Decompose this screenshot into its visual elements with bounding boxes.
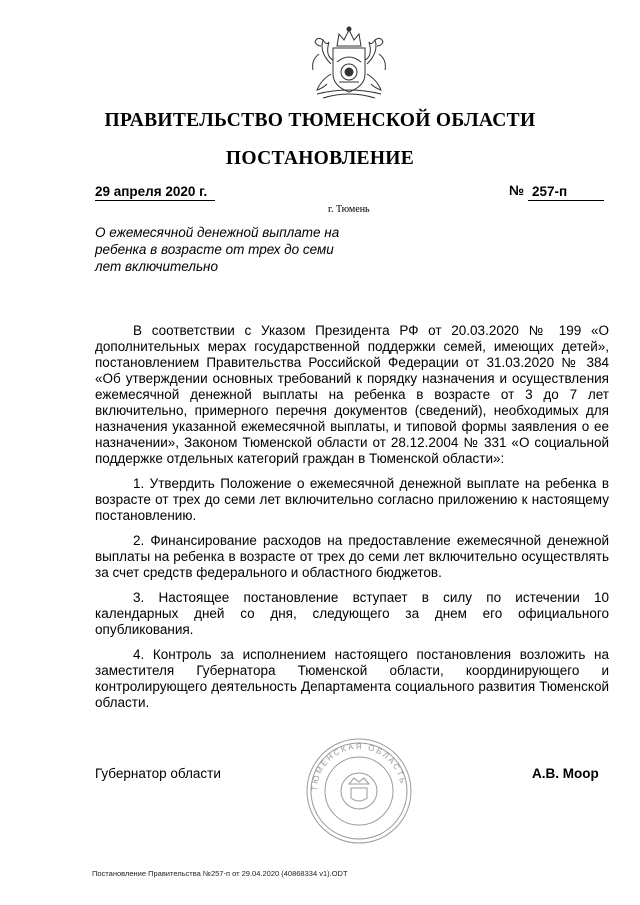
paragraph-preamble: В соответствии с Указом Президента РФ от 20.03.2020 № 199 «О дополнительных мерах государственной поддержки семей, имеющих детей», постановлением Правительства Российской Федерации от 31.03.2020 № 384 «Об утверждении основных требований к порядку назначения и осуществления ежемесячной денежной выплаты на ребенка в возрасте от 3 до 7 лет включительно, примерного перечня документов (сведений), необходимых для назначения указанной ежемесячной выплаты, и типовой формы заявления о ее назначении», Законом Тюменской области от 28.12.2004 № 331 «О социальной поддержке отдельных категорий граждан в Тюменской области»: bbox=[95, 323, 609, 466]
signatory-name: А.В. Моор bbox=[532, 766, 599, 781]
svg-text:ТЮМЕНСКАЯ ОБЛАСТЬ: ТЮМЕНСКАЯ ОБЛАСТЬ bbox=[309, 741, 408, 792]
paragraph-item-3: 3. Настоящее постановление вступает в силу по истечении 10 календарных дней со дня, следующего за днем его официального опубликования. bbox=[95, 590, 609, 637]
paragraph-item-2: 2. Финансирование расходов на предоставление ежемесячной денежной выплаты на ребенка в возрасте от трех до семи лет включительно осуществлять за счет средств федерального и областного бюджетов. bbox=[95, 533, 609, 580]
document-footer: Постановление Правительства №257-п от 29.04.2020 (40868334 v1).ODT bbox=[92, 869, 348, 878]
organization-title: ПРАВИТЕЛЬСТВО ТЮМЕНСКОЙ ОБЛАСТИ bbox=[104, 110, 536, 131]
date-field bbox=[95, 183, 215, 201]
coat-of-arms-icon bbox=[303, 24, 395, 100]
document-type-title: ПОСТАНОВЛЕНИЕ bbox=[225, 148, 415, 169]
seal-icon bbox=[304, 736, 414, 846]
number-field bbox=[528, 183, 604, 201]
number-label: № bbox=[509, 183, 525, 198]
signatory-title: Губернатор области bbox=[95, 766, 221, 781]
document-subject: О ежемесячной денежной выплате на ребенка в возрасте от трех до семи лет включительно bbox=[95, 225, 340, 274]
document-number: 257-п bbox=[532, 184, 568, 199]
paragraph-item-4: 4. Контроль за исполнением настоящего постановления возложить на заместителя Губернатора Тюменской области, координирующего и контролирующего деятельность Департамента социального развития Тюменской области. bbox=[95, 647, 609, 710]
paragraph-item-1: 1. Утвердить Положение о ежемесячной денежной выплате на ребенка в возрасте от трех до семи лет включительно согласно приложению к настоящему постановлению. bbox=[95, 476, 609, 523]
city: г. Тюмень bbox=[328, 204, 370, 215]
document-body bbox=[95, 323, 609, 720]
document-date: 29 апреля 2020 г. bbox=[95, 184, 208, 199]
